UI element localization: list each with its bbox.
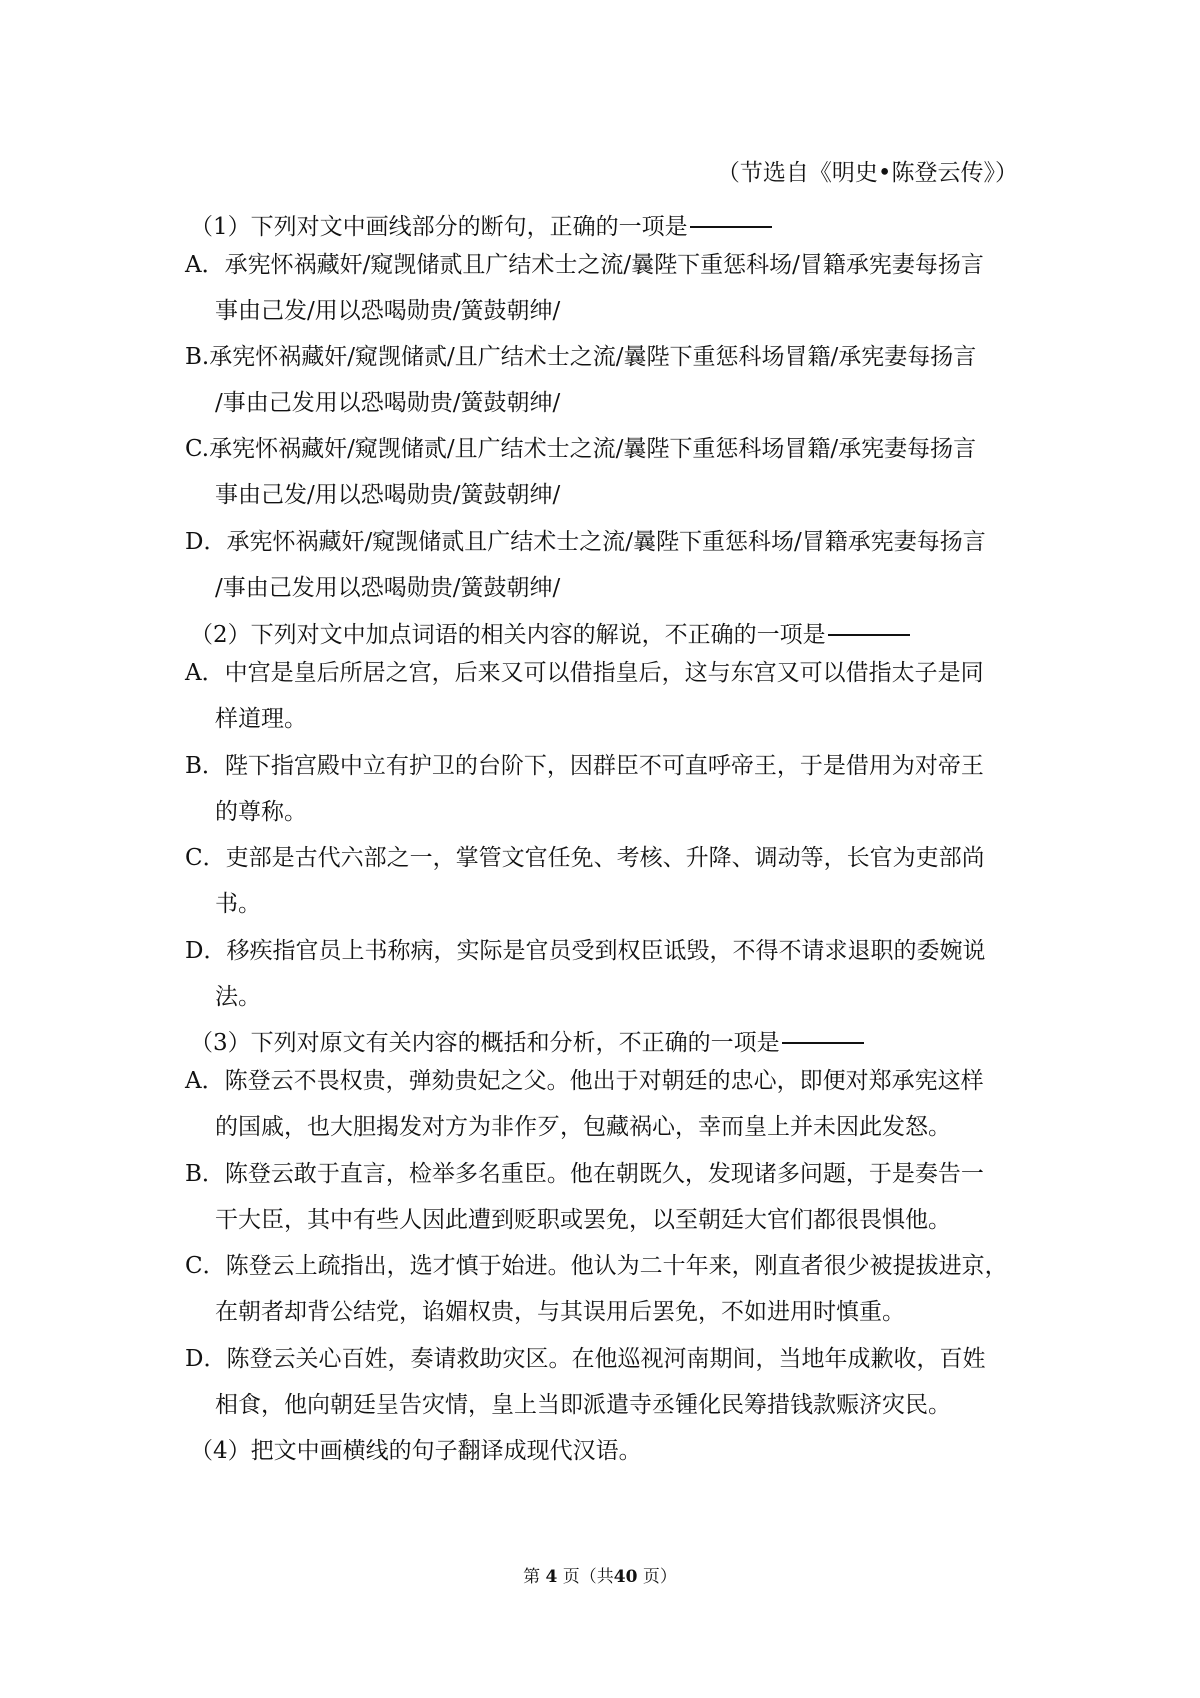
footer-suffix: 页） [642,1567,677,1587]
question-2-option-b [185,743,1025,835]
option-line: D．陈登云关心百姓，奏请救助灾区。在他巡视河南期间，当地年成歉收，百姓 [185,1346,986,1372]
option-line: 样道理。 [215,706,307,732]
question-1-option-d [185,519,1025,611]
option-line: C.承宪怀祸藏奸/窥觊储贰/且广结术士之流/曩陛下重惩科场冒籍/承宪妻每扬言 [185,436,977,462]
option-line: 事由己发/用以恐喝勋贵/簧鼓朝绅/ [215,298,561,324]
question-2-option-a [185,650,1025,742]
option-line: D．承宪怀祸藏奸/窥觊储贰且广结术士之流/曩陛下重惩科场/冒籍承宪妻每扬言 [185,529,986,555]
question-4-prompt [190,1432,642,1465]
question-3-prompt [190,1024,864,1057]
option-line: 相食，他向朝廷呈告灾情，皇上当即派遣寺丞锺化民筹措钱款赈济灾民。 [215,1392,951,1418]
question-1-option-b [185,334,1025,426]
option-line: D．移疾指官员上书称病，实际是官员受到权臣诋毁，不得不请求退职的委婉说 [185,938,986,964]
page-number: 4 [545,1567,558,1587]
question-prompt-text: （4）把文中画横线的句子翻译成现代汉语。 [190,1438,642,1464]
option-line: 在朝者却背公结党，谄媚权贵，与其误用后罢免，不如进用时慎重。 [215,1299,905,1325]
footer-middle: 页（共 [562,1567,614,1587]
answer-blank [828,634,910,636]
option-line: 的尊称。 [215,799,307,825]
answer-blank [782,1042,864,1044]
question-1-option-a [185,242,1025,334]
question-3-option-d [185,1336,1025,1428]
question-prompt-text: （3）下列对原文有关内容的概括和分析，不正确的一项是 [190,1030,780,1056]
option-line: A．承宪怀祸藏奸/窥觊储贰且广结术士之流/曩陛下重惩科场/冒籍承宪妻每扬言 [185,252,984,278]
question-prompt-text: （2）下列对文中加点词语的相关内容的解说，不正确的一项是 [190,622,826,648]
footer-prefix: 第 [523,1567,541,1587]
question-2-option-c [185,835,1025,927]
question-3-option-a [185,1058,1025,1150]
answer-blank [690,226,772,228]
option-line: 事由己发/用以恐喝勋贵/簧鼓朝绅/ [215,482,561,508]
option-line: 干大臣，其中有些人因此遭到贬职或罢免，以至朝廷大官们都很畏惧他。 [215,1207,951,1233]
option-line: 的国戚，也大胆揭发对方为非作歹，包藏祸心，幸而皇上并未因此发怒。 [215,1114,951,1140]
question-2-prompt [190,616,910,649]
page-footer [0,1562,1200,1587]
question-2-option-d [185,928,1025,1020]
option-line: B．陈登云敢于直言，检举多名重臣。他在朝既久，发现诸多问题，于是奏告一 [185,1161,984,1187]
option-line: A．中宫是皇后所居之宫，后来又可以借指皇后，这与东宫又可以借指太子是同 [185,660,984,686]
question-1-option-c [185,426,1025,518]
option-line: 法。 [215,984,261,1010]
question-3-option-c [185,1243,1025,1335]
option-line: B.承宪怀祸藏奸/窥觊储贰/且广结术士之流/曩陛下重惩科场冒籍/承宪妻每扬言 [185,344,977,370]
option-line: 书。 [215,891,261,917]
option-line: A．陈登云不畏权贵，弹劾贵妃之父。他出于对朝廷的忠心，即便对郑承宪这样 [185,1068,984,1094]
option-line: C．陈登云上疏指出，选才慎于始进。他认为二十年来，刚直者很少被提拔进京， [185,1253,1008,1279]
question-prompt-text: （1）下列对文中画线部分的断句，正确的一项是 [190,214,688,240]
option-line: C．吏部是古代六部之一，掌管文官任免、考核、升降、调动等，长官为吏部尚 [185,845,985,871]
source-citation: （节选自《明史•陈登云传》） [716,160,1018,186]
question-3-option-b [185,1151,1025,1243]
option-line: B．陛下指宫殿中立有护卫的台阶下，因群臣不可直呼帝王，于是借用为对帝王 [185,753,984,779]
option-line: /事由己发用以恐喝勋贵/簧鼓朝绅/ [215,575,561,601]
question-1-prompt [190,208,772,241]
total-pages: 40 [613,1567,638,1587]
option-line: /事由己发用以恐喝勋贵/簧鼓朝绅/ [215,390,561,416]
